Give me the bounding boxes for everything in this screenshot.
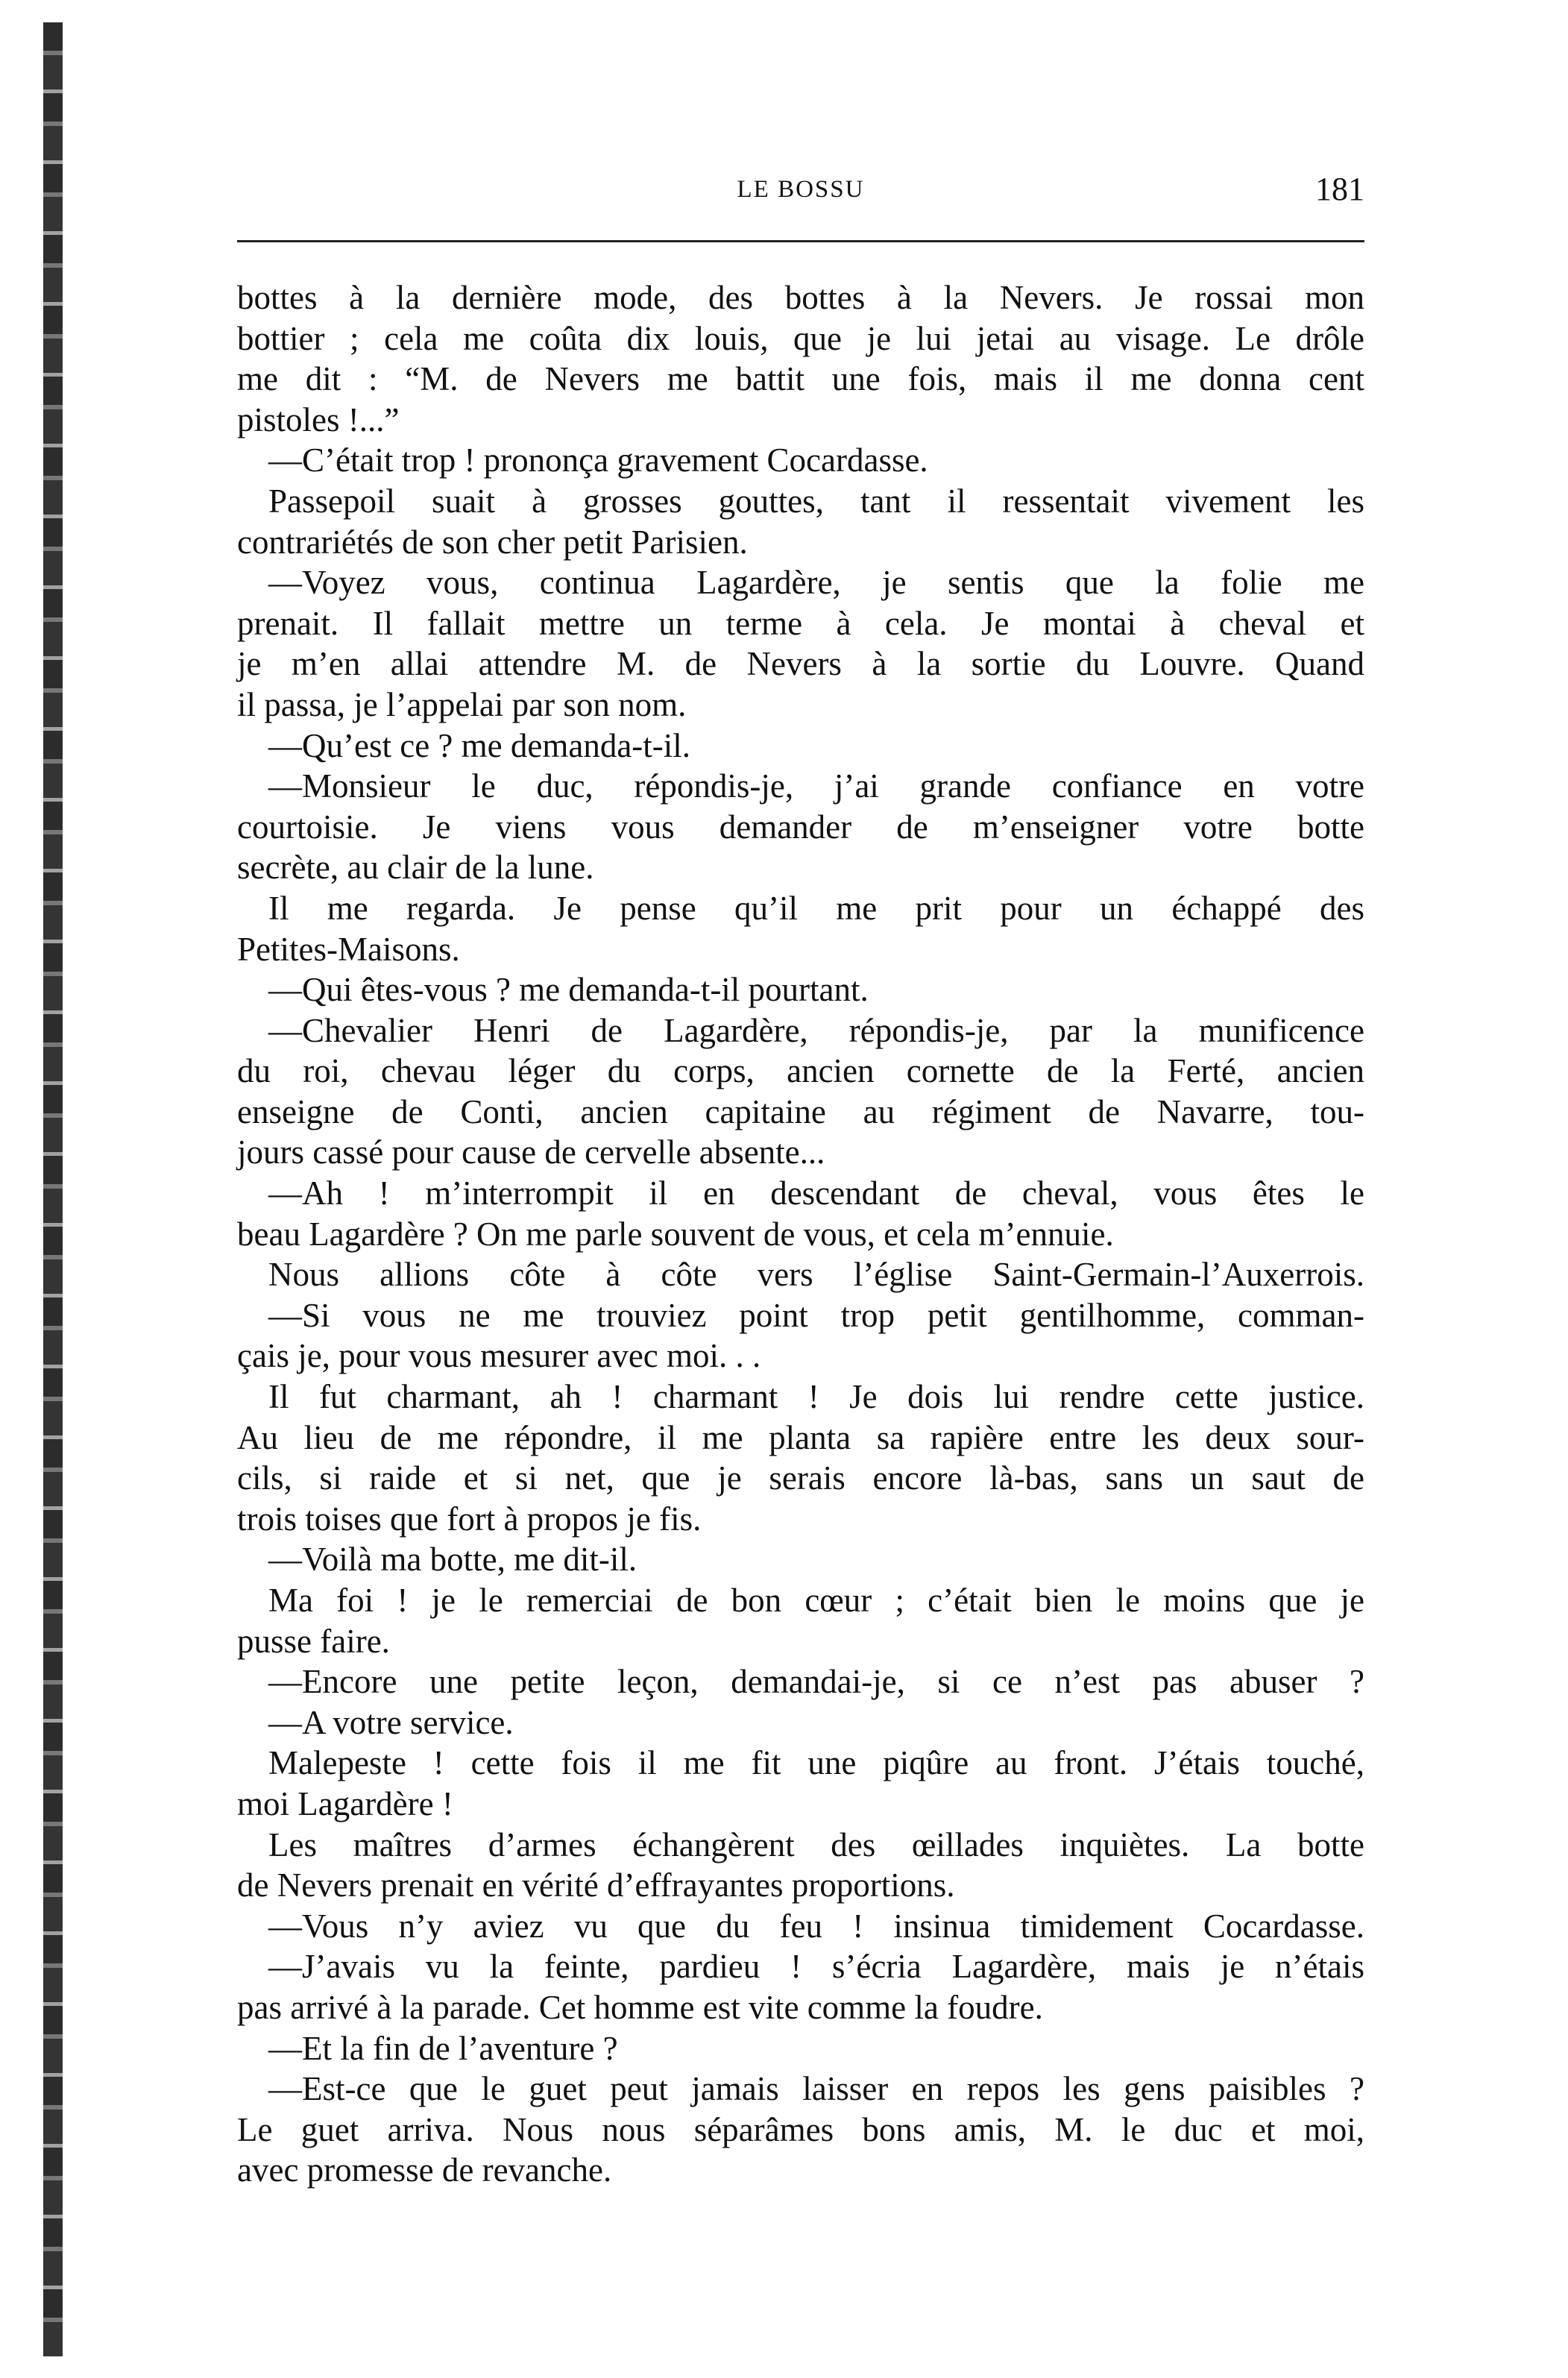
text-line: il passa, je l’appelai par son nom.: [237, 685, 687, 723]
text-line: —Et la fin de l’aventure ?: [268, 2029, 618, 2067]
text-line: —Encore une petite leçon, demandai-je, si ce n’est pas abuser ?: [268, 1663, 1364, 1701]
text-line: Nous allions côte à côte vers l’église Saint-Germain-l’Auxerrois.: [268, 1256, 1364, 1294]
text-line: —Voilà ma botte, me dit-il.: [268, 1541, 637, 1579]
text-line: Les maîtres d’armes échangèrent des œillades inquiètes. La botte: [268, 1825, 1364, 1863]
text-line: Au lieu de me répondre, il me planta sa rapière entre les deux sour-: [237, 1418, 1364, 1456]
page-number: 181: [1315, 171, 1364, 207]
text-line: Ma foi ! je le remerciai de bon cœur ; c’était bien le moins que je: [268, 1582, 1364, 1619]
text-line: —Ah ! m’interrompit il en descendant de cheval, vous êtes le: [268, 1174, 1364, 1212]
scanned-binding-edge: [43, 22, 63, 2356]
header-rule: [237, 240, 1364, 242]
running-title: LE BOSSU: [737, 176, 865, 203]
text-line: —Monsieur le duc, répondis-je, j’ai grande confiance en votre: [268, 767, 1364, 805]
text-line: de Nevers prenait en vérité d’effrayantes proportions.: [237, 1866, 955, 1904]
text-line: —J’avais vu la feinte, pardieu ! s’écria Lagardère, mais je n’étais: [268, 1948, 1364, 1986]
text-line: —Chevalier Henri de Lagardère, répondis-je, par la munificence: [268, 1011, 1364, 1049]
text-line: bottier ; cela me coûta dix louis, que je lui jetai au visage. Le drôle: [237, 319, 1364, 357]
text-line: trois toises que fort à propos je fis.: [237, 1500, 702, 1538]
text-line: moi Lagardère !: [237, 1784, 453, 1822]
running-head: [237, 171, 1364, 221]
text-line: bottes à la dernière mode, des bottes à la Nevers. Je rossai mon: [237, 279, 1364, 316]
text-line: —C’était trop ! prononça gravement Cocardasse.: [268, 441, 928, 479]
body-text: [237, 277, 1364, 2191]
text-line: Il me regarda. Je pense qu’il me prit pour un échappé des: [268, 889, 1364, 927]
text-line: courtoisie. Je viens vous demander de m’enseigner votre botte: [237, 808, 1364, 846]
text-line: jours cassé pour cause de cervelle absente...: [237, 1133, 825, 1171]
text-line: —Qui êtes-vous ? me demanda-t-il pourtant.: [268, 971, 869, 1009]
text-line: pas arrivé à la parade. Cet homme est vite comme la foudre.: [237, 1988, 1043, 2026]
text-line: pusse faire.: [237, 1622, 390, 1660]
text-line: du roi, chevau léger du corps, ancien cornette de la Ferté, ancien: [237, 1052, 1364, 1090]
text-line: Passepoil suait à grosses gouttes, tant il ressentait vivement les: [268, 482, 1364, 520]
text-line: Il fut charmant, ah ! charmant ! Je dois lui rendre cette justice.: [268, 1378, 1364, 1416]
text-line: —Voyez vous, continua Lagardère, je sentis que la folie me: [268, 564, 1364, 602]
text-line: —A votre service.: [268, 1703, 514, 1741]
text-line: çais je, pour vous mesurer avec moi. . .: [237, 1337, 761, 1375]
text-line: secrète, au clair de la lune.: [237, 849, 594, 887]
text-line: je m’en allai attendre M. de Nevers à la sortie du Louvre. Quand: [237, 645, 1364, 683]
text-line: —Si vous ne me trouviez point trop petit gentilhomme, comman-: [268, 1296, 1364, 1334]
text-line: —Qu’est ce ? me demanda-t-il.: [268, 726, 691, 764]
text-line: Le guet arriva. Nous nous séparâmes bons amis, M. le duc et moi,: [237, 2110, 1364, 2148]
text-line: —Vous n’y aviez vu que du feu ! insinua timidement Cocardasse.: [268, 1907, 1364, 1945]
text-line: Malepeste ! cette fois il me fit une piqûre au front. J’étais touché,: [268, 1744, 1364, 1782]
text-line: beau Lagardère ? On me parle souvent de vous, et cela m’ennuie.: [237, 1215, 1114, 1253]
text-line: enseigne de Conti, ancien capitaine au régiment de Navarre, tou-: [237, 1092, 1364, 1130]
text-line: cils, si raide et si net, que je serais encore là-bas, sans un saut de: [237, 1459, 1364, 1497]
text-line: —Est-ce que le guet peut jamais laisser en repos les gens paisibles ?: [268, 2070, 1364, 2108]
text-line: prenait. Il fallait mettre un terme à cela. Je montai à cheval et: [237, 604, 1364, 642]
text-line: avec promesse de revanche.: [237, 2151, 612, 2189]
text-line: pistoles !...”: [237, 400, 400, 438]
text-line: contrariétés de son cher petit Parisien.: [237, 523, 748, 561]
text-line: Petites-Maisons.: [237, 930, 460, 968]
text-line: me dit : “M. de Nevers me battit une fois, mais il me donna cent: [237, 360, 1364, 398]
